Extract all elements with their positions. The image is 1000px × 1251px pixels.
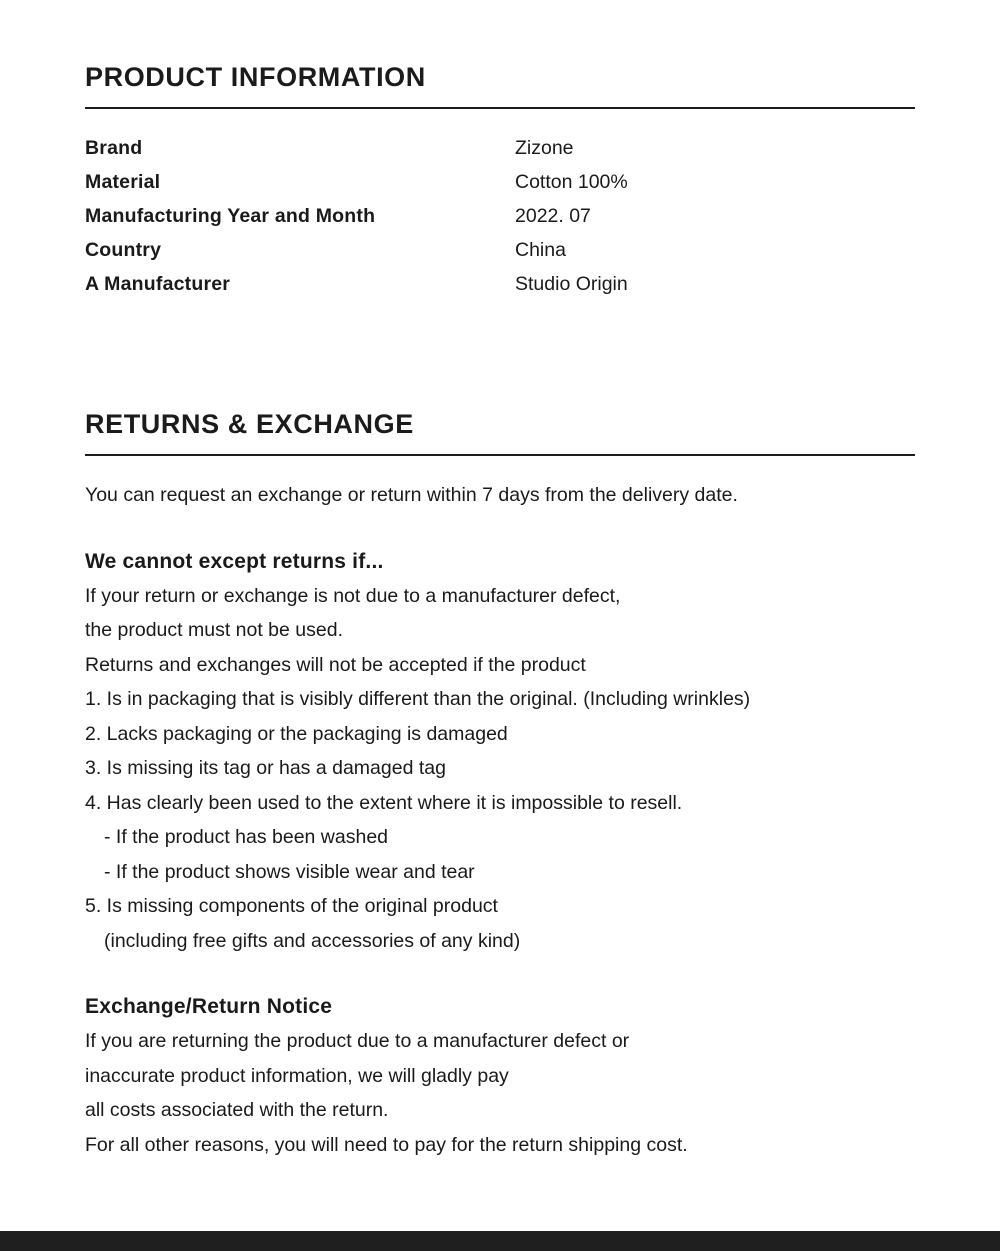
spec-value: Zizone [515,137,574,160]
cannot-return-line: If your return or exchange is not due to a manufacturer defect, [85,584,621,607]
spec-label: A Manufacturer [85,273,231,296]
spec-label: Country [85,239,162,262]
cannot-return-rule-3: 3. Is missing its tag or has a damaged tag [85,757,446,780]
spec-value: Studio Origin [515,273,628,296]
spec-table [85,131,915,301]
cannot-return-line: Returns and exchanges will not be accepted if the product [85,653,586,676]
cannot-return-rule-5: 5. Is missing components of the original product [85,895,498,918]
spec-row-brand [85,131,915,165]
spec-label: Brand [85,137,143,160]
spec-value: 2022. 07 [515,205,591,228]
exchange-notice-heading: Exchange/Return Notice [85,995,333,1019]
spec-row-material [85,165,915,199]
exchange-notice-line: all costs associated with the return. [85,1099,389,1122]
cannot-return-rule-4: 4. Has clearly been used to the extent where it is impossible to resell. [85,791,683,814]
cannot-return-rule-1: 1. Is in packaging that is visibly different than the original. (Including wrinkles) [85,688,751,711]
cannot-return-rule-4-sub: - If the product has been washed [104,826,389,849]
footer-bar [0,1231,1000,1251]
product-information-section [85,62,915,301]
exchange-notice-line: inaccurate product information, we will gladly pay [85,1064,509,1087]
product-information-title: PRODUCT INFORMATION [85,62,426,92]
spec-value: China [515,239,566,262]
section-divider [85,107,915,109]
spec-row-manufacturer [85,267,915,301]
spec-label: Material [85,171,161,194]
returns-intro: You can request an exchange or return within 7 days from the delivery date. [85,484,738,507]
spec-label: Manufacturing Year and Month [85,205,376,228]
cannot-return-rule-5-sub: (including free gifts and accessories of any kind) [104,929,521,952]
section-divider [85,454,915,456]
cannot-return-rule-4-sub: - If the product shows visible wear and tear [104,860,475,883]
cannot-return-line: the product must not be used. [85,619,343,642]
spec-value: Cotton 100% [515,171,628,194]
returns-exchange-title: RETURNS & EXCHANGE [85,409,414,440]
returns-exchange-section [85,409,915,1162]
cannot-return-heading: We cannot except returns if... [85,549,384,573]
exchange-notice-line: If you are returning the product due to a manufacturer defect or [85,1030,630,1053]
spec-row-country [85,233,915,267]
exchange-notice-line: For all other reasons, you will need to pay for the return shipping cost. [85,1133,688,1156]
cannot-return-rule-2: 2. Lacks packaging or the packaging is damaged [85,722,508,745]
spec-row-manufacturing-date [85,199,915,233]
